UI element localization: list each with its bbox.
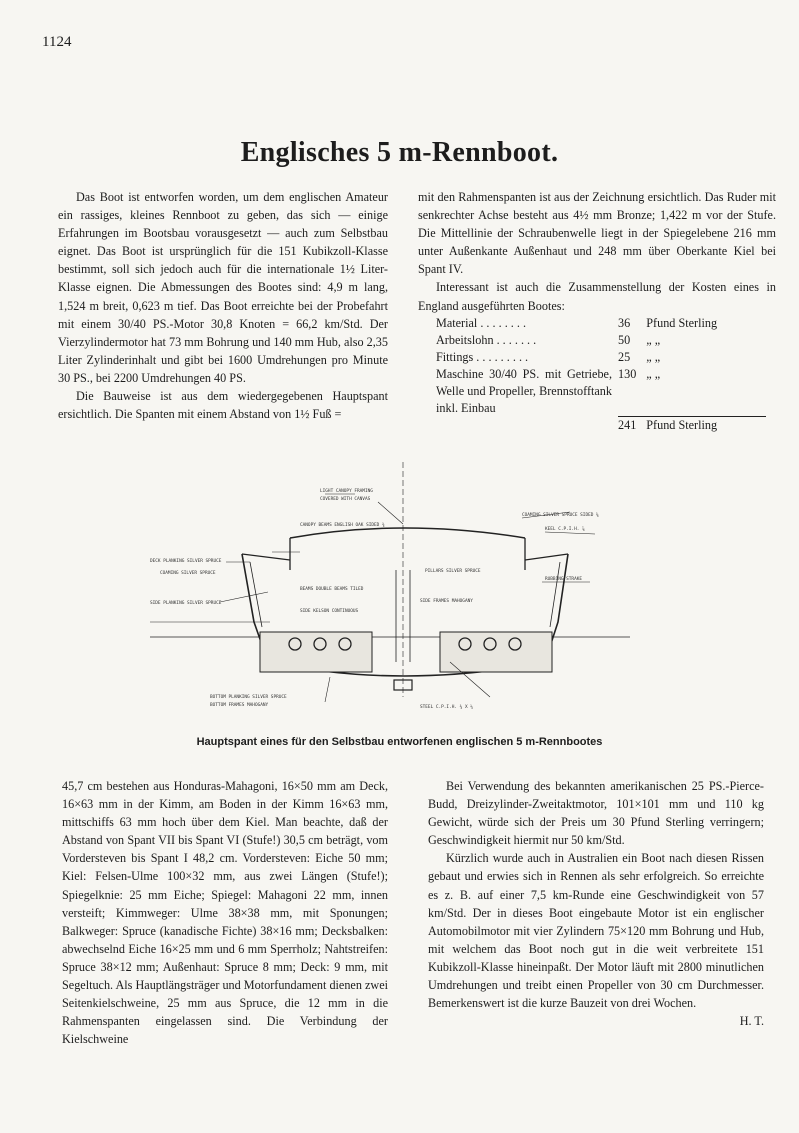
svg-text:SIDE KELSON CONTINUOUS: SIDE KELSON CONTINUOUS <box>300 609 359 614</box>
cost-amount: 130 <box>618 366 646 417</box>
cost-unit: Pfund Sterling <box>646 315 718 330</box>
text-column-bottom-left <box>62 777 388 1048</box>
text-column-top-right <box>418 188 776 434</box>
drawing-annotations <box>150 488 599 710</box>
cost-row <box>436 349 766 366</box>
svg-text:COAMING SILVER SPRUCE: COAMING SILVER SPRUCE <box>160 571 216 576</box>
page-number: 1124 <box>42 34 72 50</box>
hull-cross-section-drawing <box>150 462 630 714</box>
drawing-label: STEEL C.P.I.H. ¾ X ¼ <box>420 705 473 710</box>
paragraph: Bei Verwendung des bekannten amerikanischen 25 PS.-Pierce-Budd, Dreizylinder-Zweitaktmotor, 101×101 mm und 110 kg Gewicht, würde sich der Preis um 30 Pfund Sterling verringern; Geschwindigkeit hiermit nur 50 km/Std. <box>428 779 764 848</box>
svg-text:BOTTOM FRAMES MAHOGANY: BOTTOM FRAMES MAHOGANY <box>210 703 269 708</box>
svg-text:BEAMS DOUBLE BEAMS TILED: BEAMS DOUBLE BEAMS TILED <box>300 587 364 592</box>
svg-text:SIDE PLANKING SILVER SPRUCE: SIDE PLANKING SILVER SPRUCE <box>150 601 222 606</box>
paragraph: Das Boot ist entworfen worden, um dem englischen Amateur ein rassiges, kleines Rennboot zu geben, das sich — einige Erfahrungen im Bootsbau vorausgesetzt — auch zum Selbstbau eignet. Das Boot ist ursprünglich für die 151 Kubikzoll-Klasse bestimmt, soll sich jedoch auch für die internationale 1½ Liter-Klasse eignen. Die Abmessungen des Bootes sind: 4,9 m lang, 1,524 m breit, 0,623 m tief. Das Boot erreichte bei der Probefahrt mit einem 30/40 PS.-Motor 30,8 Knoten = 66,2 km/Std. Der Vierzylindermotor hat 73 mm Bohrung und 140 mm Hub, also 2,35 Liter Zylinderinhalt und gibt bei 1600 Umdrehungen pro Minute 30 PS., bei 2200 Umdrehungen 40 PS. <box>58 190 388 385</box>
svg-text:DECK PLANKING SILVER SPRUCE: DECK PLANKING SILVER SPRUCE <box>150 559 222 564</box>
cost-item: Maschine 30/40 PS. mit Getriebe, Welle und Propeller, Brennstofftank inkl. Einbau <box>436 366 612 415</box>
cost-item: Material . . . . . . . . <box>436 315 527 330</box>
svg-text:LIGHT CANOPY FRAMING: LIGHT CANOPY FRAMING <box>320 489 373 494</box>
cost-item: Arbeitslohn . . . . . . . <box>436 332 537 347</box>
paragraph: Interessant ist auch die Zusammenstellung der Kosten eines in England ausgeführten Bootes: <box>418 280 776 313</box>
paragraph: Kürzlich wurde auch in Australien ein Boot nach diesen Rissen gebaut und erwies sich in Rennen als sehr erfolgreich. So erreichte es z. B. auf einer 7,5 km-Runde eine Geschwindigkeit von 57 km/Std. Der in dieses Boot eingebaute Motor ist ein englischer Automobilmotor mit vier Zylindern 75×120 mm Bohrung und Hub, mit welchem das Boot noch gut in die weit verbreitete 151 Kubikzoll-Klasse hineinpaßt. Der Motor läuft mit 2800 minutlichen Umdrehungen und treibt einen Propeller von 30 cm Durchmesser. Bemerkenswert ist die kurze Bauzeit von drei Wochen. <box>428 851 764 1011</box>
drawing-label: COAMING SILVER SPRUCE SIDED ⅝ <box>522 513 599 518</box>
cost-unit: „ „ <box>646 366 766 417</box>
cost-table <box>436 315 766 435</box>
cost-row <box>436 332 766 349</box>
drawing-label: CANOPY BEAMS ENGLISH OAK SIDED ¾ <box>300 523 385 528</box>
text-column-bottom-right <box>428 777 764 1030</box>
author-signature: H. T. <box>739 1014 764 1029</box>
cost-row <box>436 315 766 332</box>
text-column-top-left <box>58 188 388 423</box>
article-title: Englisches 5 m-Rennboot. <box>240 137 559 168</box>
cost-amount: 36 <box>618 315 631 330</box>
paragraph: 45,7 cm bestehen aus Honduras-Mahagoni, 16×50 mm am Deck, 16×63 mm in der Kimm, am Boden in der Kimm 16×63 mm, mittschiffs 63 mm hoch über dem Kiel. Man beachte, daß der Abstand von Spant VII bis Spant VI (Stufe!) 30,5 cm beträgt, vom Vordersteven bis Spant I 48,2 cm. Vordersteven: Eiche 50 mm; Kiel: Felsen-Ulme 100×32 mm, aus zwei Längen (Stufe!); Spiegelknie: 25 mm Eiche; Spiegel: Mahagoni 22 mm, innen versteift; Kimmweger: Ulme 38×38 mm, mit Sponungen; Balkweger: Spruce (kanadische Fichte) 38×16 mm; Decksbalken: abwechselnd Eiche 16×25 mm und 6 mm Sperrholz; Nahtstreifen: Spruce 38×12 mm; Außenhaut: Spruce 8 mm; Deck: 9 mm, mit Segeltuch. Als Hauptlängsträger und Motorfundament dienen zwei Seitenkielschweine, 25 mm aus Spruce, die 12 mm in die Rahmenspanten eingelassen sind. Die Verbindung der Kielschweine <box>62 779 388 1047</box>
paragraph: mit den Rahmenspanten ist aus der Zeichnung ersichtlich. Das Ruder mit senkrechter Achse besteht aus 4½ mm Bronze; 1,422 m vor der Stufe. Die Mittellinie der Schraubenwelle liegt in der Spiegelebene 216 mm unter Außenkante Außenhaut und 248 mm über Oberkante Kiel bei Spant IV. <box>418 190 776 277</box>
canopy-top <box>290 528 525 538</box>
cost-total-amount: 241 <box>618 418 637 433</box>
svg-text:PILLARS SILVER SPRUCE: PILLARS SILVER SPRUCE <box>425 569 481 574</box>
cost-amount: 50 <box>618 332 631 347</box>
cost-total-unit: Pfund Sterling <box>646 418 718 433</box>
cost-item: Fittings . . . . . . . . . <box>436 349 529 364</box>
svg-text:BOTTOM PLANKING SILVER SPRUCE: BOTTOM PLANKING SILVER SPRUCE <box>210 695 287 700</box>
cost-row <box>436 366 766 417</box>
drawing-label: RUBBING STRAKE <box>545 577 583 582</box>
figure-caption: Hauptspant eines für den Selbstbau entworfenen englischen 5 m-Rennbootes <box>196 736 603 748</box>
cost-unit: „ „ <box>646 349 661 364</box>
cost-unit: „ „ <box>646 332 661 347</box>
svg-text:COVERED WITH CANVAS: COVERED WITH CANVAS <box>320 497 371 502</box>
cost-total-row <box>436 417 766 435</box>
paragraph: Die Bauweise ist aus dem wiedergegebenen Hauptspant ersichtlich. Die Spanten mit einem Abstand von 1½ Fuß = <box>58 389 388 422</box>
cost-amount: 25 <box>618 349 631 364</box>
drawing-label: KEEL C.P.I.H. ⅞ <box>545 527 585 532</box>
svg-text:SIDE FRAMES MAHOGANY: SIDE FRAMES MAHOGANY <box>420 599 473 604</box>
